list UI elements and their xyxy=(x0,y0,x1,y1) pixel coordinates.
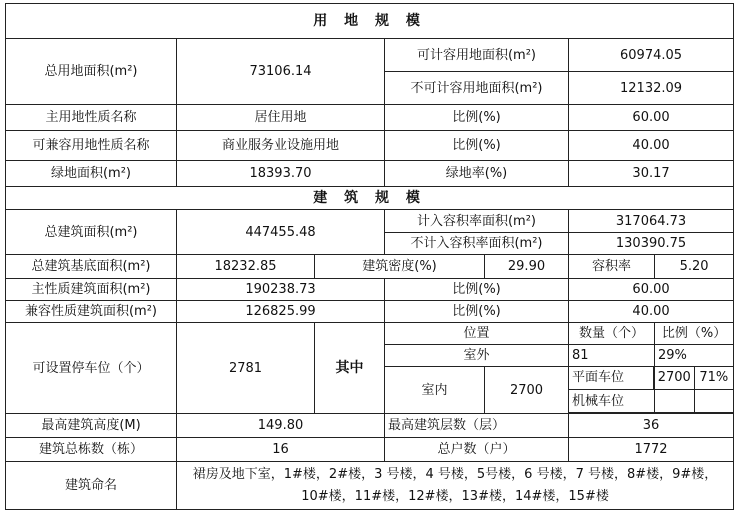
building-total-row xyxy=(6,210,734,233)
compat-use-value: 商业服务业设施用地 xyxy=(177,131,385,161)
far-label: 容积率 xyxy=(569,255,655,279)
planning-indicator-sheet xyxy=(5,3,733,510)
green-rate-value: 30.17 xyxy=(569,161,734,187)
compat-floor-area-value: 126825.99 xyxy=(177,301,385,323)
parking-flat-ratio: 71% xyxy=(699,370,729,385)
base-area-value: 18232.85 xyxy=(177,255,315,279)
parking-flat-label: 平面车位 xyxy=(569,367,654,389)
far-area-value: 317064.73 xyxy=(569,210,734,233)
parking-total-value: 2781 xyxy=(177,323,315,414)
far-land-area-label: 可计容用地面积(m²) xyxy=(385,39,569,72)
parking-mech-values xyxy=(655,390,734,413)
main-use-ratio-value: 60.00 xyxy=(569,105,734,131)
parking-flat-split xyxy=(569,367,654,389)
compat-use-ratio-value: 40.00 xyxy=(569,131,734,161)
compat-floor-row xyxy=(6,301,734,323)
non-far-land-area-value: 12132.09 xyxy=(569,72,734,105)
parking-indoor-label: 室内 xyxy=(385,367,485,414)
main-floor-area-label: 主性质建筑面积(m²) xyxy=(6,279,177,301)
land-section-title: 用 地 规 模 xyxy=(6,4,734,39)
max-height-row xyxy=(6,414,734,438)
main-use-ratio-label: 比例(%) xyxy=(385,105,569,131)
green-area-label: 绿地面积(m²) xyxy=(6,161,177,187)
green-rate-label: 绿地率(%) xyxy=(385,161,569,187)
planning-indicator-table xyxy=(5,3,734,510)
parking-location-header: 位置 xyxy=(385,323,569,345)
density-value: 29.90 xyxy=(485,255,569,279)
parking-of-which-label: 其中 xyxy=(315,323,385,414)
building-section-title: 建 筑 规 模 xyxy=(6,187,734,210)
naming-label: 建筑命名 xyxy=(6,462,177,510)
main-use-label: 主用地性质名称 xyxy=(6,105,177,131)
main-floor-row xyxy=(6,279,734,301)
main-floor-ratio-label: 比例(%) xyxy=(385,279,569,301)
land-title-row xyxy=(6,4,734,39)
compat-use-ratio-label: 比例(%) xyxy=(385,131,569,161)
total-land-area-label: 总用地面积(m²) xyxy=(6,39,177,105)
compat-use-row xyxy=(6,131,734,161)
naming-value: 裙房及地下室，1#楼，2#楼，3 号楼，4 号楼，5号楼，6 号楼，7 号楼，8#楼，9#楼，10#楼，11#楼，12#楼，13#楼，14#楼，15#楼 xyxy=(177,462,734,510)
naming-row xyxy=(6,462,734,510)
parking-mech-ratio xyxy=(695,390,734,412)
building-count-value: 16 xyxy=(177,438,385,462)
building-count-row xyxy=(6,438,734,462)
main-use-value: 居住用地 xyxy=(177,105,385,131)
land-total-row xyxy=(6,39,734,72)
non-far-area-value: 130390.75 xyxy=(569,233,734,255)
parking-label: 可设置停车位（个） xyxy=(6,323,177,414)
parking-mech-values-split xyxy=(655,390,733,412)
parking-header-row xyxy=(6,323,734,345)
parking-flat-cell xyxy=(569,367,655,390)
total-floor-area-value: 447455.48 xyxy=(177,210,385,255)
parking-mech-label: 机械车位 xyxy=(569,390,655,413)
max-height-value: 149.80 xyxy=(177,414,385,438)
parking-outdoor-label: 室外 xyxy=(385,345,569,367)
building-count-label: 建筑总栋数（栋） xyxy=(6,438,177,462)
main-floor-area-value: 190238.73 xyxy=(177,279,385,301)
non-far-land-area-label: 不可计容用地面积(m²) xyxy=(385,72,569,105)
density-label: 建筑密度(%) xyxy=(315,255,485,279)
green-row xyxy=(6,161,734,187)
compat-floor-ratio-label: 比例(%) xyxy=(385,301,569,323)
far-value: 5.20 xyxy=(655,255,734,279)
parking-flat-count: 2700 xyxy=(655,367,695,389)
compat-use-label: 可兼容用地性质名称 xyxy=(6,131,177,161)
max-floors-label: 最高建筑层数（层） xyxy=(385,414,569,438)
green-area-value: 18393.70 xyxy=(177,161,385,187)
non-far-area-label: 不计入容积率面积(m²) xyxy=(385,233,569,255)
compat-floor-area-label: 兼容性质建筑面积(m²) xyxy=(6,301,177,323)
parking-ratio-header: 比例（%） xyxy=(655,323,734,345)
far-area-label: 计入容积率面积(m²) xyxy=(385,210,569,233)
total-floor-area-label: 总建筑面积(m²) xyxy=(6,210,177,255)
main-use-row xyxy=(6,105,734,131)
households-value: 1772 xyxy=(569,438,734,462)
base-area-label: 总建筑基底面积(m²) xyxy=(6,255,177,279)
max-floors-value: 36 xyxy=(569,414,734,438)
main-floor-ratio-value: 60.00 xyxy=(569,279,734,301)
parking-indoor-count: 2700 xyxy=(485,367,569,414)
building-title-row xyxy=(6,187,734,210)
base-area-row xyxy=(6,255,734,279)
parking-flat-values xyxy=(655,367,734,390)
compat-floor-ratio-value: 40.00 xyxy=(569,301,734,323)
parking-outdoor-count: 81 xyxy=(569,345,655,367)
parking-outdoor-ratio: 29% xyxy=(655,345,734,367)
households-label: 总户数（户） xyxy=(385,438,569,462)
max-height-label: 最高建筑高度(M) xyxy=(6,414,177,438)
parking-count-header: 数量（个） xyxy=(569,323,655,345)
parking-flat-values-split xyxy=(655,367,733,389)
total-land-area-value: 73106.14 xyxy=(177,39,385,105)
parking-mech-count xyxy=(655,390,695,412)
far-land-area-value: 60974.05 xyxy=(569,39,734,72)
